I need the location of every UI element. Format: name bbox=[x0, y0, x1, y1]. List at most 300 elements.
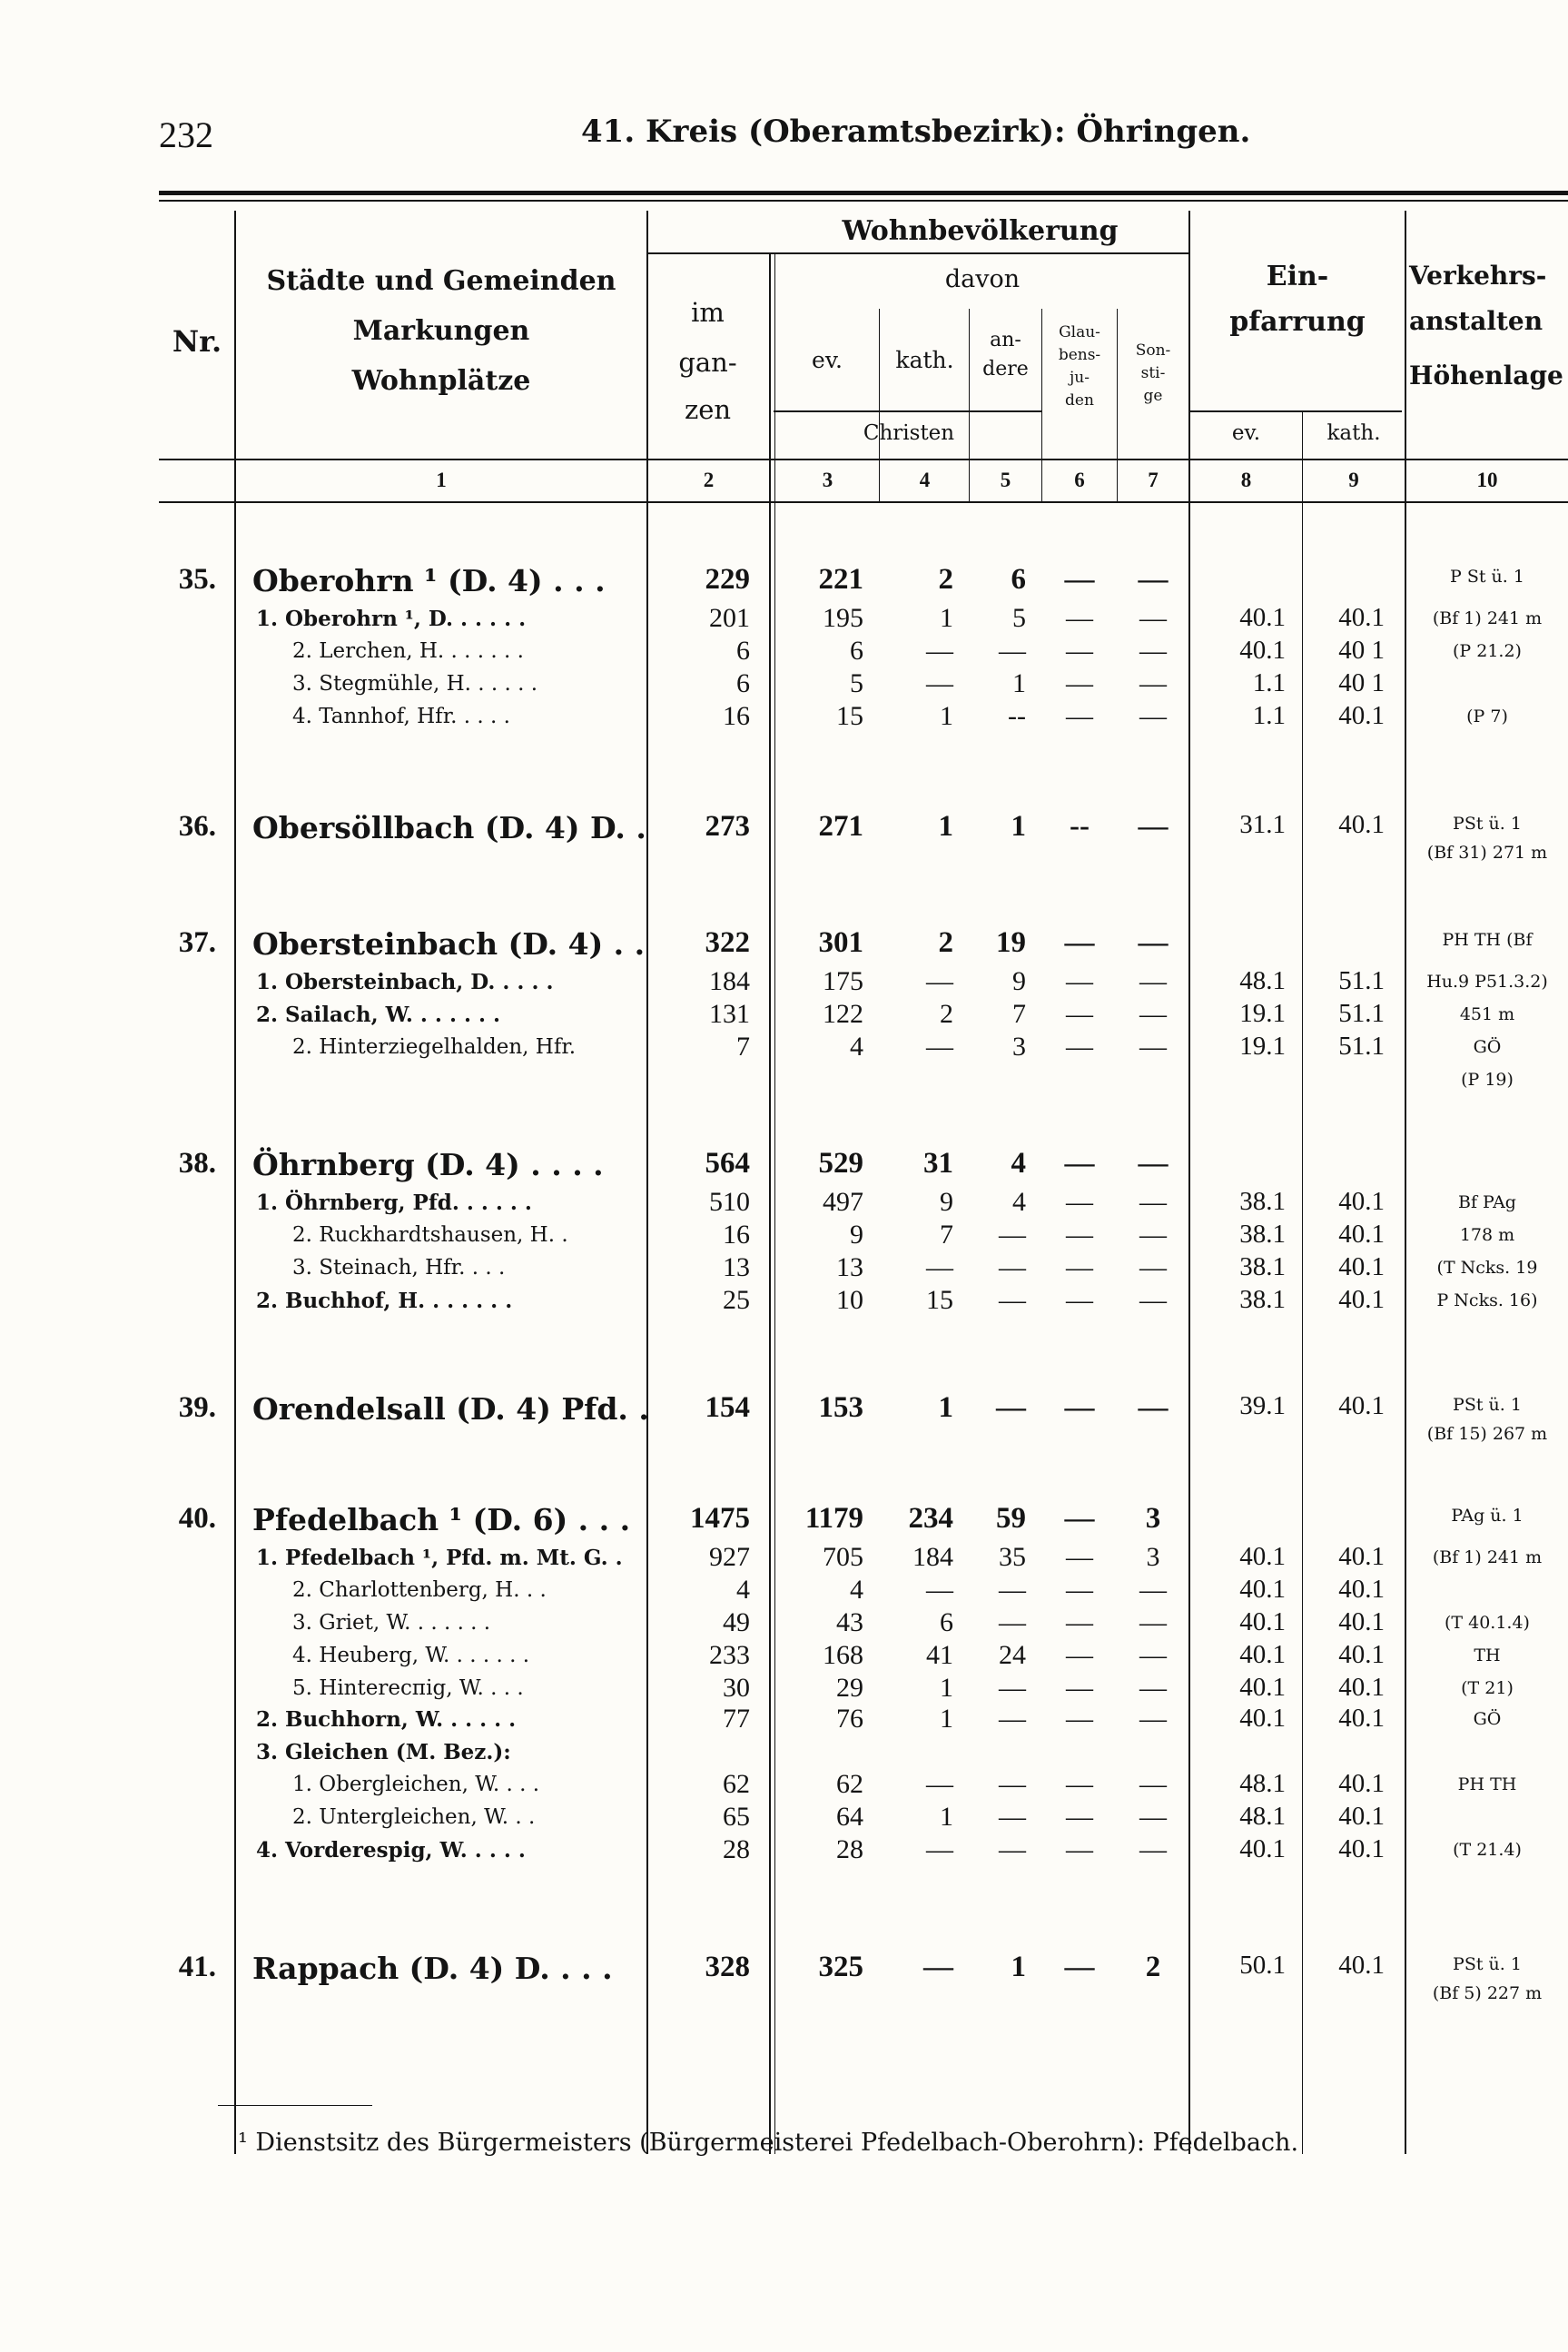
cell-c2: 927 bbox=[709, 1542, 750, 1572]
traffic-info: (T 40.1.4) bbox=[1445, 1613, 1530, 1633]
davon-header: davon bbox=[944, 265, 1021, 293]
traffic-info: (T 21) bbox=[1461, 1678, 1514, 1698]
cell-c8: 50.1 bbox=[1239, 1951, 1286, 1980]
cell-c6: — bbox=[1066, 636, 1093, 666]
place-name: 1. Obergleichen, W. . . . bbox=[292, 1773, 540, 1796]
cell-c6: — bbox=[1066, 966, 1093, 996]
cell-c8: 38.1 bbox=[1239, 1252, 1286, 1281]
cell-c7: — bbox=[1139, 636, 1167, 666]
residents-rule bbox=[646, 252, 1188, 254]
cell-c2: 322 bbox=[705, 926, 750, 959]
cell-c4: 15 bbox=[926, 1285, 953, 1315]
traffic-header-1: Verkehrs- bbox=[1409, 261, 1547, 291]
andere-header-2: dere bbox=[982, 358, 1029, 380]
cell-c2: 30 bbox=[723, 1673, 750, 1703]
colno-9: 9 bbox=[1348, 469, 1359, 491]
row-number: 36. bbox=[178, 810, 216, 843]
cell-c4: — bbox=[926, 668, 953, 698]
traffic-info: (T 21.4) bbox=[1453, 1840, 1522, 1860]
cell-c4: — bbox=[926, 1834, 953, 1864]
cell-c6: — bbox=[1066, 1542, 1093, 1572]
parish-ev-header: ev. bbox=[1231, 421, 1261, 445]
municipality-name: Obersteinbach (D. 4) . . bbox=[252, 926, 646, 962]
col-divider-4 bbox=[879, 309, 880, 501]
cell-c4: 184 bbox=[912, 1542, 953, 1572]
place-name: 1. Oberohrn ¹, D. . . . . . bbox=[256, 607, 527, 631]
cell-c3: 168 bbox=[823, 1640, 863, 1670]
traffic-info: (P 19) bbox=[1461, 1070, 1514, 1090]
cell-c2: 7 bbox=[736, 1032, 750, 1062]
place-name: 2. Buchhorn, W. . . . . . bbox=[256, 1707, 517, 1732]
cell-c6: — bbox=[1066, 1802, 1093, 1832]
cell-c5: — bbox=[999, 1769, 1026, 1799]
cell-c4: — bbox=[926, 1575, 953, 1605]
cell-c4: — bbox=[926, 1252, 953, 1282]
colno-7: 7 bbox=[1148, 469, 1159, 491]
cell-c4: 7 bbox=[940, 1220, 953, 1250]
total-header-1: im bbox=[691, 297, 725, 328]
cell-c7: — bbox=[1139, 1607, 1167, 1637]
cell-c6: — bbox=[1066, 1607, 1093, 1637]
cell-c9: 40.1 bbox=[1338, 810, 1385, 839]
traffic-info: (P 7) bbox=[1466, 707, 1508, 726]
andere-header-1: an- bbox=[990, 329, 1021, 351]
cell-c4: — bbox=[926, 1032, 953, 1062]
place-name: 2. Hinterziegelhalden, Hfr. bbox=[292, 1035, 577, 1059]
colno-8: 8 bbox=[1240, 469, 1252, 491]
cell-c2: 65 bbox=[723, 1802, 750, 1832]
traffic-info: PH TH bbox=[1457, 1774, 1517, 1794]
cell-c5: — bbox=[999, 1704, 1026, 1734]
cell-c8: 31.1 bbox=[1239, 810, 1286, 839]
cell-c6: — bbox=[1064, 1502, 1095, 1535]
cell-c6: — bbox=[1066, 1575, 1093, 1605]
header-bottom-rule bbox=[159, 459, 1568, 460]
cell-c6: — bbox=[1066, 1220, 1093, 1250]
cell-c8: 38.1 bbox=[1239, 1187, 1286, 1216]
traffic-info: (Bf 1) 241 m bbox=[1432, 1547, 1543, 1567]
cell-c9: 51.1 bbox=[1338, 1032, 1385, 1061]
cell-c2: 233 bbox=[709, 1640, 750, 1670]
traffic-info: PAg ü. 1 bbox=[1451, 1506, 1524, 1526]
cell-c2: 131 bbox=[709, 999, 750, 1029]
cell-c9: 40.1 bbox=[1338, 1951, 1385, 1980]
places-header-2: Markungen bbox=[352, 315, 530, 347]
cell-c7: — bbox=[1139, 1673, 1167, 1703]
cell-c2: 154 bbox=[705, 1391, 750, 1424]
place-name: 2. Charlottenberg, H. . . bbox=[292, 1578, 547, 1602]
cell-c5: — bbox=[999, 1802, 1026, 1832]
cell-c3: 76 bbox=[836, 1704, 863, 1734]
cell-c3: 529 bbox=[818, 1147, 863, 1180]
place-name: 4. Vorderespig, W. . . . . bbox=[256, 1838, 526, 1863]
cell-c3: 175 bbox=[823, 966, 863, 996]
cell-c5: 1 bbox=[1011, 810, 1026, 843]
residents-header: Wohnbevölkerung bbox=[842, 215, 1119, 247]
cell-c2: 16 bbox=[723, 701, 750, 731]
cell-c8: 40.1 bbox=[1239, 636, 1286, 665]
cell-c2: 273 bbox=[705, 810, 750, 843]
traffic-info: PSt ü. 1 bbox=[1453, 1954, 1522, 1974]
traffic-info: (Bf 5) 227 m bbox=[1432, 1983, 1543, 2003]
cell-c3: 5 bbox=[850, 668, 863, 698]
cell-c2: 328 bbox=[705, 1951, 750, 1983]
col-divider-10 bbox=[1405, 211, 1406, 2154]
cell-c3: 325 bbox=[818, 1951, 863, 1983]
cell-c5: — bbox=[999, 1285, 1026, 1315]
cell-c9: 40 1 bbox=[1338, 668, 1385, 697]
cell-c8: 40.1 bbox=[1239, 603, 1286, 632]
cell-c4: — bbox=[926, 636, 953, 666]
cell-c3: 4 bbox=[850, 1032, 863, 1062]
cell-c9: 40.1 bbox=[1338, 1575, 1385, 1604]
place-name: 3. Gleichen (M. Bez.): bbox=[256, 1740, 511, 1764]
cell-c3: 221 bbox=[818, 563, 863, 596]
cell-c8: 39.1 bbox=[1239, 1391, 1286, 1420]
cell-c6: — bbox=[1066, 1834, 1093, 1864]
cell-c9: 40.1 bbox=[1338, 1391, 1385, 1420]
cell-c4: 9 bbox=[940, 1187, 953, 1217]
christen-header: Christen bbox=[863, 421, 955, 445]
municipality-name: Pfedelbach ¹ (D. 6) . . . bbox=[252, 1502, 631, 1537]
traffic-info: PSt ü. 1 bbox=[1453, 814, 1522, 834]
cell-c5: 59 bbox=[996, 1502, 1026, 1535]
cell-c6: — bbox=[1066, 1673, 1093, 1703]
cell-c5: 9 bbox=[1012, 966, 1026, 996]
cell-c7: — bbox=[1139, 603, 1167, 633]
cell-c5: 6 bbox=[1011, 563, 1026, 596]
cell-c3: 195 bbox=[823, 603, 863, 633]
cell-c4: 1 bbox=[940, 1673, 953, 1703]
cell-c9: 40.1 bbox=[1338, 1252, 1385, 1281]
cell-c6: — bbox=[1066, 1032, 1093, 1062]
cell-c8: 1.1 bbox=[1252, 701, 1286, 730]
cell-c7: — bbox=[1139, 668, 1167, 698]
place-name: 2. Ruckhardtshausen, H. . bbox=[292, 1223, 568, 1247]
place-name: 5. Hintereспig, W. . . . bbox=[292, 1676, 524, 1700]
row-number: 40. bbox=[178, 1502, 216, 1535]
cell-c8: 1.1 bbox=[1252, 668, 1286, 697]
cell-c4: 2 bbox=[938, 563, 953, 596]
cell-c6: — bbox=[1064, 1391, 1095, 1424]
cell-c9: 40.1 bbox=[1338, 1640, 1385, 1669]
place-name: 1. Obersteinbach, D. . . . . bbox=[256, 970, 554, 994]
cell-c5: — bbox=[996, 1391, 1026, 1424]
cell-c9: 51.1 bbox=[1338, 966, 1385, 995]
cell-c4: — bbox=[923, 1951, 953, 1983]
cell-c5: 4 bbox=[1012, 1187, 1026, 1217]
cell-c9: 40.1 bbox=[1338, 1285, 1385, 1314]
sonstige-1: Son- bbox=[1135, 341, 1171, 360]
traffic-info: 451 m bbox=[1459, 1004, 1515, 1024]
cell-c3: 15 bbox=[836, 701, 863, 731]
col-divider-3 bbox=[769, 252, 771, 2154]
top-rule bbox=[159, 191, 1568, 195]
cell-c4: — bbox=[926, 1769, 953, 1799]
cell-c9: 40.1 bbox=[1338, 1834, 1385, 1863]
total-header-3: zen bbox=[684, 394, 732, 425]
place-name: 2. Sailach, W. . . . . . . bbox=[256, 1003, 500, 1027]
cell-c9: 40.1 bbox=[1338, 1542, 1385, 1571]
cell-c7: — bbox=[1139, 1640, 1167, 1670]
page-number: 232 bbox=[159, 114, 213, 155]
cell-c6: — bbox=[1064, 1147, 1095, 1180]
cell-c3: 271 bbox=[818, 810, 863, 843]
municipality-name: Öhrnberg (D. 4) . . . . bbox=[252, 1147, 604, 1182]
place-name: 4. Tannhof, Hfr. . . . . bbox=[292, 705, 510, 728]
cell-c5: — bbox=[999, 1220, 1026, 1250]
cell-c6: — bbox=[1066, 1769, 1093, 1799]
cell-c6: — bbox=[1066, 1187, 1093, 1217]
cell-c4: 1 bbox=[940, 701, 953, 731]
col-divider-3b bbox=[774, 252, 775, 2154]
cell-c9: 40.1 bbox=[1338, 1187, 1385, 1216]
cell-c8: 40.1 bbox=[1239, 1834, 1286, 1863]
cell-c8: 19.1 bbox=[1239, 999, 1286, 1028]
municipality-name: Rappach (D. 4) D. . . . bbox=[252, 1951, 613, 1986]
cell-c8: 19.1 bbox=[1239, 1032, 1286, 1061]
parish-rule bbox=[1188, 410, 1402, 412]
colnum-bottom-rule bbox=[159, 501, 1568, 503]
place-name: 3. Stegmühle, H. . . . . . bbox=[292, 672, 538, 696]
cell-c8: 48.1 bbox=[1239, 966, 1286, 995]
cell-c5: — bbox=[999, 1575, 1026, 1605]
cell-c6: — bbox=[1064, 926, 1095, 959]
cell-c5: 3 bbox=[1012, 1032, 1026, 1062]
cell-c8: 40.1 bbox=[1239, 1704, 1286, 1733]
cell-c5: 5 bbox=[1012, 603, 1026, 633]
cell-c7: 3 bbox=[1145, 1502, 1161, 1535]
cell-c3: 29 bbox=[836, 1673, 863, 1703]
cell-c7: — bbox=[1139, 966, 1167, 996]
traffic-header-2: anstalten bbox=[1409, 306, 1543, 336]
traffic-info: (Bf 1) 241 m bbox=[1432, 608, 1543, 628]
traffic-info: GÖ bbox=[1473, 1709, 1502, 1729]
cell-c8: 40.1 bbox=[1239, 1542, 1286, 1571]
place-name: 1. Öhrnberg, Pfd. . . . . . bbox=[256, 1191, 532, 1215]
cell-c3: 705 bbox=[823, 1542, 863, 1572]
place-name: 2. Untergleichen, W. . . bbox=[292, 1805, 536, 1829]
cell-c7: — bbox=[1139, 999, 1167, 1029]
place-name: 3. Griet, W. . . . . . . bbox=[292, 1611, 491, 1635]
cell-c8: 38.1 bbox=[1239, 1220, 1286, 1249]
cell-c9: 40 1 bbox=[1338, 636, 1385, 665]
nr-header: Nr. bbox=[172, 324, 222, 359]
cell-c6: — bbox=[1066, 999, 1093, 1029]
traffic-info: Hu.9 P51.3.2) bbox=[1426, 972, 1548, 992]
cell-c5: 35 bbox=[999, 1542, 1026, 1572]
traffic-info: (Bf 31) 271 m bbox=[1426, 843, 1548, 863]
cell-c7: — bbox=[1138, 563, 1169, 596]
parish-kath-header: kath. bbox=[1326, 421, 1381, 445]
cell-c4: 1 bbox=[940, 1704, 953, 1734]
traffic-info: Bf PAg bbox=[1458, 1192, 1516, 1212]
cell-c2: 510 bbox=[709, 1187, 750, 1217]
places-header-1: Städte und Gemeinden bbox=[266, 265, 616, 297]
cell-c3: 13 bbox=[836, 1252, 863, 1282]
traffic-info: P Ncks. 16) bbox=[1436, 1290, 1538, 1310]
cell-c3: 497 bbox=[823, 1187, 863, 1217]
footnote-rule bbox=[218, 2105, 372, 2106]
cell-c3: 64 bbox=[836, 1802, 863, 1832]
row-number: 41. bbox=[178, 1951, 216, 1983]
cell-c7: — bbox=[1138, 926, 1169, 959]
cell-c8: 48.1 bbox=[1239, 1769, 1286, 1798]
running-head: 41. Kreis (Oberamtsbezirk): Öhringen. bbox=[581, 114, 1251, 150]
cell-c2: 16 bbox=[723, 1220, 750, 1250]
cell-c5: 4 bbox=[1011, 1147, 1026, 1180]
cell-c4: 1 bbox=[940, 603, 953, 633]
cell-c7: — bbox=[1139, 1834, 1167, 1864]
cell-c5: — bbox=[999, 1607, 1026, 1637]
place-name: 2. Buchhof, H. . . . . . . bbox=[256, 1289, 513, 1313]
cell-c3: 28 bbox=[836, 1834, 863, 1864]
place-name: 1. Pfedelbach ¹, Pfd. m. Mt. G. . bbox=[256, 1546, 623, 1570]
cell-c2: 6 bbox=[736, 636, 750, 666]
cell-c8: 38.1 bbox=[1239, 1285, 1286, 1314]
cell-c3: 1179 bbox=[804, 1502, 863, 1535]
cell-c2: 1475 bbox=[690, 1502, 750, 1535]
christen-rule bbox=[774, 410, 1041, 412]
sonstige-2: sti- bbox=[1140, 364, 1166, 382]
cell-c9: 51.1 bbox=[1338, 999, 1385, 1028]
cell-c7: — bbox=[1139, 1220, 1167, 1250]
cell-c4: 1 bbox=[940, 1802, 953, 1832]
cell-c5: 19 bbox=[996, 926, 1026, 959]
cell-c5: 7 bbox=[1012, 999, 1026, 1029]
cell-c2: 13 bbox=[723, 1252, 750, 1282]
cell-c2: 49 bbox=[723, 1607, 750, 1637]
cell-c6: — bbox=[1066, 701, 1093, 731]
cell-c7: — bbox=[1139, 1032, 1167, 1062]
glaubensjuden-1: Glau- bbox=[1059, 323, 1100, 341]
cell-c4: 41 bbox=[926, 1640, 953, 1670]
cell-c3: 10 bbox=[836, 1285, 863, 1315]
cell-c4: — bbox=[926, 966, 953, 996]
cell-c4: 31 bbox=[923, 1147, 953, 1180]
traffic-info: P St ü. 1 bbox=[1450, 567, 1524, 587]
traffic-info: (Bf 15) 267 m bbox=[1426, 1424, 1548, 1444]
cell-c6: — bbox=[1066, 1640, 1093, 1670]
traffic-info: PSt ü. 1 bbox=[1453, 1395, 1522, 1415]
traffic-info: GÖ bbox=[1473, 1037, 1502, 1057]
cell-c2: 25 bbox=[723, 1285, 750, 1315]
cell-c7: 2 bbox=[1145, 1951, 1161, 1983]
cell-c6: — bbox=[1066, 668, 1093, 698]
cell-c3: 43 bbox=[836, 1607, 863, 1637]
cell-c6: — bbox=[1066, 1285, 1093, 1315]
cell-c2: 62 bbox=[723, 1769, 750, 1799]
cell-c5: — bbox=[999, 1834, 1026, 1864]
cell-c3: 122 bbox=[823, 999, 863, 1029]
colno-10: 10 bbox=[1476, 469, 1498, 491]
place-name: 2. Lerchen, H. . . . . . . bbox=[292, 639, 524, 663]
cell-c7: 3 bbox=[1146, 1542, 1160, 1572]
cell-c8: 40.1 bbox=[1239, 1640, 1286, 1669]
cell-c8: 40.1 bbox=[1239, 1607, 1286, 1636]
cell-c7: — bbox=[1139, 1252, 1167, 1282]
place-name: 4. Heuberg, W. . . . . . . bbox=[292, 1644, 530, 1667]
cell-c9: 40.1 bbox=[1338, 1769, 1385, 1798]
cell-c2: 201 bbox=[709, 603, 750, 633]
traffic-info: TH bbox=[1474, 1645, 1501, 1665]
traffic-info: (P 21.2) bbox=[1453, 641, 1522, 661]
municipality-name: Orendelsall (D. 4) Pfd. . bbox=[252, 1391, 649, 1427]
glaubensjuden-3: ju- bbox=[1070, 369, 1090, 387]
cell-c9: 40.1 bbox=[1338, 1802, 1385, 1831]
total-header-2: gan- bbox=[678, 347, 737, 378]
cell-c2: 28 bbox=[723, 1834, 750, 1864]
cell-c8: 48.1 bbox=[1239, 1802, 1286, 1831]
cell-c7: — bbox=[1139, 701, 1167, 731]
cell-c2: 229 bbox=[705, 563, 750, 596]
cell-c3: 153 bbox=[818, 1391, 863, 1424]
cell-c6: — bbox=[1064, 1951, 1095, 1983]
cell-c7: — bbox=[1139, 1704, 1167, 1734]
cell-c3: 9 bbox=[850, 1220, 863, 1250]
cell-c6: -- bbox=[1070, 810, 1090, 843]
cell-c3: 301 bbox=[818, 926, 863, 959]
cell-c2: 184 bbox=[709, 966, 750, 996]
traffic-info: 178 m bbox=[1459, 1225, 1515, 1245]
place-name: 3. Steinach, Hfr. . . . bbox=[292, 1256, 506, 1280]
cell-c4: 234 bbox=[908, 1502, 953, 1535]
row-number: 39. bbox=[178, 1391, 216, 1424]
cell-c5: 24 bbox=[999, 1640, 1026, 1670]
cell-c9: 40.1 bbox=[1338, 1607, 1385, 1636]
cell-c4: 2 bbox=[940, 999, 953, 1029]
colno-2: 2 bbox=[703, 469, 715, 491]
cell-c9: 40.1 bbox=[1338, 603, 1385, 632]
cell-c7: — bbox=[1138, 1147, 1169, 1180]
footnote: ¹ Dienstsitz des Bürgermeisters (Bürgermeisterei Pfedelbach-Oberohrn): Pfedelbach. bbox=[238, 2129, 1299, 2157]
cell-c6: — bbox=[1064, 563, 1095, 596]
glaubensjuden-2: bens- bbox=[1058, 346, 1101, 364]
cell-c4: 2 bbox=[938, 926, 953, 959]
cell-c8: 40.1 bbox=[1239, 1575, 1286, 1604]
cell-c5: — bbox=[999, 1673, 1026, 1703]
cell-c5: — bbox=[999, 636, 1026, 666]
cell-c2: 77 bbox=[723, 1704, 750, 1734]
cell-c7: — bbox=[1138, 1391, 1169, 1424]
glaubensjuden-4: den bbox=[1065, 391, 1094, 410]
row-number: 35. bbox=[178, 563, 216, 596]
places-header-3: Wohnplätze bbox=[351, 365, 531, 397]
colno-4: 4 bbox=[919, 469, 931, 491]
cell-c7: — bbox=[1139, 1187, 1167, 1217]
colno-5: 5 bbox=[1000, 469, 1011, 491]
cell-c9: 40.1 bbox=[1338, 1220, 1385, 1249]
cell-c9: 40.1 bbox=[1338, 1673, 1385, 1702]
cell-c4: 6 bbox=[940, 1607, 953, 1637]
cell-c5: — bbox=[999, 1252, 1026, 1282]
cell-c5: -- bbox=[1008, 701, 1026, 731]
cell-c6: — bbox=[1066, 1704, 1093, 1734]
row-number: 38. bbox=[178, 1147, 216, 1180]
traffic-header-3: Höhenlage bbox=[1409, 361, 1563, 390]
ev-header: ev. bbox=[812, 347, 843, 373]
cell-c7: — bbox=[1139, 1575, 1167, 1605]
sonstige-3: ge bbox=[1143, 387, 1163, 405]
traffic-info: (T Ncks. 19 bbox=[1436, 1258, 1538, 1278]
parish-header-1: Ein- bbox=[1266, 261, 1329, 292]
cell-c5: 1 bbox=[1012, 668, 1026, 698]
cell-c2: 6 bbox=[736, 668, 750, 698]
cell-c3: 62 bbox=[836, 1769, 863, 1799]
colno-6: 6 bbox=[1074, 469, 1085, 491]
colno-1: 1 bbox=[436, 469, 447, 491]
cell-c7: — bbox=[1138, 810, 1169, 843]
